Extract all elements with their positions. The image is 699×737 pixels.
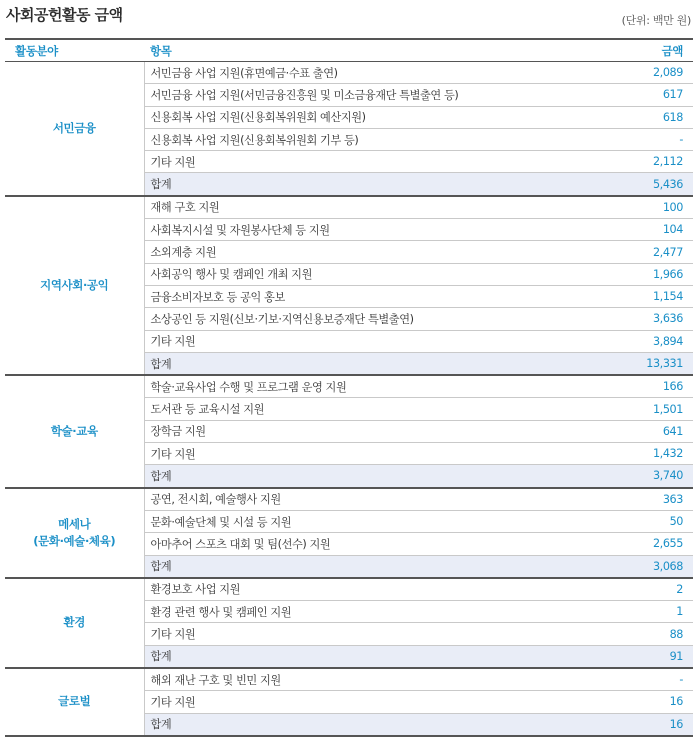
item-cell: 문화·예술단체 및 시설 등 지원	[144, 510, 574, 532]
amount-cell: 1,432	[574, 443, 693, 465]
total-amount-cell: 3,068	[574, 555, 693, 578]
amount-cell: 16	[574, 691, 693, 713]
total-amount-cell: 16	[574, 713, 693, 736]
amount-cell: 166	[574, 375, 693, 398]
item-cell: 환경보호 사업 지원	[144, 578, 574, 601]
item-cell: 기타 지원	[144, 151, 574, 173]
item-cell: 장학금 지원	[144, 420, 574, 442]
column-header-field: 활동분야	[5, 39, 144, 62]
amount-cell: 2,089	[574, 62, 693, 84]
item-cell: 기타 지원	[144, 691, 574, 713]
item-cell: 서민금융 사업 지원(휴면예금·수표 출연)	[144, 62, 574, 84]
activity-field-cell: 메세나 (문화·예술·체육)	[5, 488, 144, 578]
item-cell: 환경 관련 행사 및 캠페인 지원	[144, 601, 574, 623]
column-header-amount: 금액	[574, 39, 693, 62]
item-cell: 신용회복 사업 지원(신용회복위원회 기부 등)	[144, 128, 574, 150]
item-cell: 신용회복 사업 지원(신용회복위원회 예산지원)	[144, 106, 574, 128]
total-amount-cell: 13,331	[574, 352, 693, 375]
table-row	[5, 62, 693, 84]
item-cell: 기타 지원	[144, 330, 574, 352]
table-row	[5, 488, 693, 511]
activity-field-cell: 환경	[5, 578, 144, 668]
total-label-cell: 합계	[144, 465, 574, 488]
item-cell: 사회공익 행사 및 캠페인 개최 지원	[144, 263, 574, 285]
amount-cell: 104	[574, 219, 693, 241]
table-header-row	[5, 39, 693, 62]
item-cell: 도서관 등 교육시설 지원	[144, 398, 574, 420]
item-cell: 사회복지시설 및 자원봉사단체 등 지원	[144, 219, 574, 241]
amount-cell: 2,477	[574, 241, 693, 263]
amount-cell: 1,966	[574, 263, 693, 285]
amount-cell: 363	[574, 488, 693, 511]
amount-cell: 1,501	[574, 398, 693, 420]
activity-field-cell: 학술·교육	[5, 375, 144, 487]
total-label-cell: 합계	[144, 555, 574, 578]
amount-cell: 3,636	[574, 308, 693, 330]
item-cell: 학술·교육사업 수행 및 프로그램 운영 지원	[144, 375, 574, 398]
amount-cell: 3,894	[574, 330, 693, 352]
total-amount-cell: 5,436	[574, 173, 693, 196]
item-cell: 공연, 전시회, 예술행사 지원	[144, 488, 574, 511]
table-body	[5, 62, 693, 736]
amount-cell: 2,112	[574, 151, 693, 173]
total-label-cell: 합계	[144, 352, 574, 375]
total-label-cell: 합계	[144, 173, 574, 196]
page-title: 사회공헌활동 금액	[6, 6, 123, 24]
item-cell: 재해 구호 지원	[144, 196, 574, 219]
item-cell: 아마추어 스포츠 대회 및 팀(선수) 지원	[144, 533, 574, 555]
amount-cell: 2,655	[574, 533, 693, 555]
activity-field-cell: 지역사회·공익	[5, 196, 144, 375]
total-amount-cell: 91	[574, 645, 693, 668]
item-cell: 기타 지원	[144, 443, 574, 465]
item-cell: 해외 재난 구호 및 빈민 지원	[144, 668, 574, 691]
amount-cell: -	[574, 668, 693, 691]
amount-cell: 88	[574, 623, 693, 645]
table-row	[5, 578, 693, 601]
item-cell: 기타 지원	[144, 623, 574, 645]
amount-cell: 2	[574, 578, 693, 601]
amount-cell: 1,154	[574, 285, 693, 307]
unit-label: (단위: 백만 원)	[621, 14, 691, 27]
amount-cell: 50	[574, 510, 693, 532]
item-cell: 소상공인 등 지원(신보·기보·지역신용보증재단 특별출연)	[144, 308, 574, 330]
amount-cell: 641	[574, 420, 693, 442]
table-row	[5, 196, 693, 219]
social-contribution-table	[5, 38, 693, 737]
amount-cell: -	[574, 128, 693, 150]
total-amount-cell: 3,740	[574, 465, 693, 488]
item-cell: 금융소비자보호 등 공익 홍보	[144, 285, 574, 307]
amount-cell: 618	[574, 106, 693, 128]
amount-cell: 1	[574, 601, 693, 623]
table-row	[5, 668, 693, 691]
item-cell: 소외계층 지원	[144, 241, 574, 263]
amount-cell: 617	[574, 84, 693, 106]
amount-cell: 100	[574, 196, 693, 219]
total-label-cell: 합계	[144, 645, 574, 668]
item-cell: 서민금융 사업 지원(서민금융진흥원 및 미소금융재단 특별출연 등)	[144, 84, 574, 106]
column-header-item: 항목	[144, 39, 574, 62]
activity-field-cell: 글로벌	[5, 668, 144, 736]
activity-field-cell: 서민금융	[5, 62, 144, 196]
total-label-cell: 합계	[144, 713, 574, 736]
table-row	[5, 375, 693, 398]
